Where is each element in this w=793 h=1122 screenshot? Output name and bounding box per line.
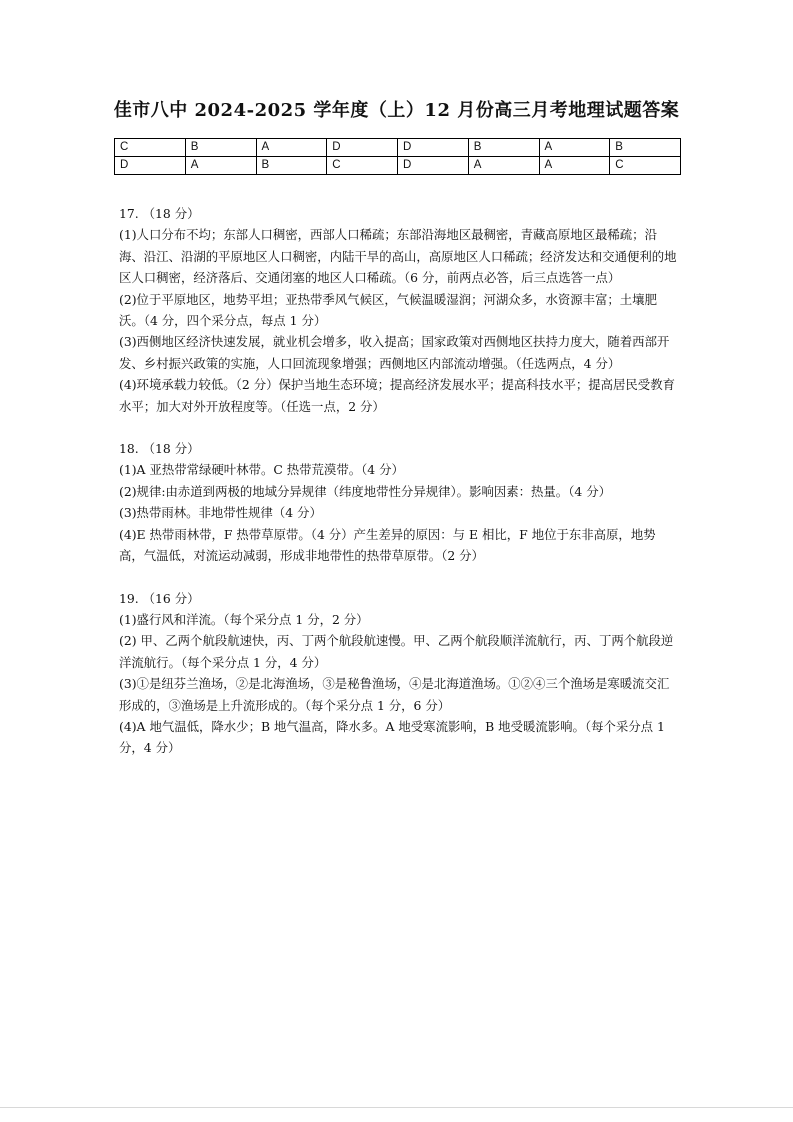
answer-table <box>114 138 681 175</box>
section-gap <box>119 567 679 588</box>
answer-cell: A <box>468 157 539 175</box>
answer-cell: B <box>468 139 539 157</box>
answer-content <box>119 203 679 759</box>
question-17-part-4: (4)环境承载力较低。（2 分）保护当地生态环境；提高经济发展水平；提高科技水平；提高居民受教育水平；加大对外开放程度等。（任选一点，2 分） <box>119 377 675 414</box>
answer-cell: B <box>185 139 256 157</box>
answer-cell: D <box>115 157 186 175</box>
answer-cell: A <box>256 139 327 157</box>
answer-cell: A <box>185 157 256 175</box>
answer-cell: A <box>539 157 610 175</box>
question-18-header: 18. （18 分） <box>119 441 200 457</box>
section-gap <box>119 417 679 438</box>
answer-cell: C <box>610 157 681 175</box>
answer-cell: B <box>256 157 327 175</box>
question-19-part-4: (4)A 地气温低，降水少；B 地气温高，降水多。A 地受寒流影响，B 地受暖流影响。（每个采分点 1 分，4 分） <box>119 718 665 756</box>
answer-row <box>115 157 681 175</box>
page-bottom-divider <box>0 1107 793 1108</box>
question-18-part-3: (3)热带雨林。非地带性规律（4 分） <box>119 505 322 521</box>
question-18-part-4: (4)E 热带雨林带，F 热带草原带。（4 分）产生差异的原因：与 E 相比，F 地位于东非高原，地势高，气温低，对流运动减弱，形成非地带性的热带草原带。（2 分） <box>119 526 656 564</box>
question-19-part-1: (1)盛行风和洋流。（每个采分点 1 分，2 分） <box>119 611 369 627</box>
answer-cell: D <box>398 139 469 157</box>
answer-cell: B <box>610 139 681 157</box>
answer-cell: D <box>398 157 469 175</box>
answer-cell: C <box>327 157 398 175</box>
question-19-part-2: (2) 甲、乙两个航段航速快，丙、丁两个航段航速慢。甲、乙两个航段顺洋流航行，丙、丁两个航段逆洋流航行。（每个采分点 1 分，4 分） <box>119 633 674 670</box>
question-19-part-3: (3)①是纽芬兰渔场，②是北海渔场，③是秘鲁渔场，④是北海道渔场。①②④三个渔场是寒暖流交汇形成的，③渔场是上升流形成的。（每个采分点 1 分，6 分） <box>119 676 670 713</box>
answer-cell: C <box>115 139 186 157</box>
answer-row <box>115 139 681 157</box>
question-17 <box>119 203 679 417</box>
answer-cell: A <box>539 139 610 157</box>
question-18-part-1: (1)A 亚热带常绿硬叶林带。C 热带荒漠带。（4 分） <box>119 462 404 478</box>
question-19 <box>119 588 679 759</box>
question-18 <box>119 438 679 566</box>
question-17-header: 17. （18 分） <box>119 206 200 221</box>
question-17-part-1: (1)人口分布不均；东部人口稠密，西部人口稀疏；东部沿海地区最稠密，青藏高原地区最稀疏；沿海、沿江、沿湖的平原地区人口稠密，内陆干旱的高山，高原地区人口稀疏；经济发达和交通便利的地区人口稠密，经济落后、交通闭塞的地区人口稀疏。（6 分，前两点必答，后三点选答一点） <box>119 227 677 286</box>
question-17-part-3: (3)西侧地区经济快速发展，就业机会增多，收入提高；国家政策对西侧地区扶持力度大，随着西部开发、乡村振兴政策的实施，人口回流现象增强；西侧地区内部流动增强。（任选两点，4 分） <box>119 334 670 371</box>
page-title: 佳市八中 2024-2025 学年度（上）12 月份高三月考地理试题答案 <box>113 100 680 121</box>
question-18-part-2: (2)规律:由赤道到两极的地域分异规律（纬度地带性分异规律）。影响因素：热量。（4 分） <box>119 483 611 499</box>
answer-cell: D <box>327 139 398 157</box>
question-17-part-2: (2)位于平原地区，地势平坦；亚热带季风气候区，气候温暖湿润；河湖众多，水资源丰富；土壤肥沃。（4 分，四个采分点，每点 1 分） <box>119 291 657 329</box>
question-19-header: 19. （16 分） <box>119 590 200 606</box>
